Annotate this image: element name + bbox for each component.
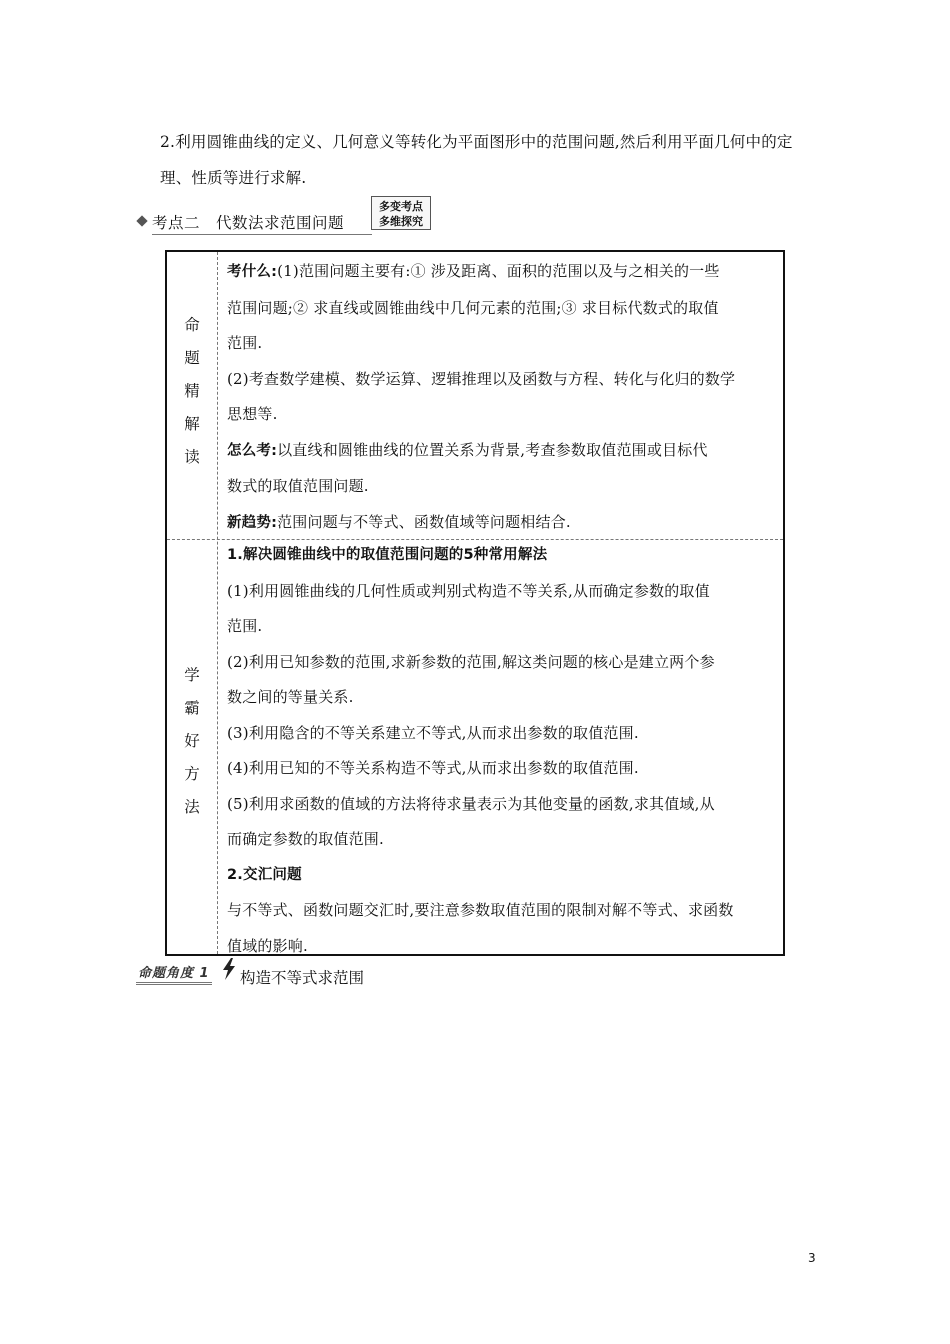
what-line: 思想等. (227, 405, 278, 423)
how-label: 怎么考: (227, 442, 278, 459)
row-label-methods (167, 659, 217, 824)
section-title: 考点二 代数法求范围问题 (152, 211, 372, 235)
section-heading (136, 196, 436, 232)
column-divider (217, 252, 218, 954)
what-line: (2)考查数学建模、数学运算、逻辑推理以及函数与方程、转化与化归的数学 (227, 369, 736, 388)
lightning-bolt-icon (222, 958, 236, 980)
methods-line: (1)利用圆锥曲线的几何性质或判别式构造不等关系,从而确定参数的取值 (227, 581, 710, 600)
how-text: 以直线和圆锥曲线的位置关系为背景,考查参数取值范围或目标代 (277, 440, 708, 459)
intro-paragraph (160, 124, 830, 196)
methods-line: 值域的影响. (227, 936, 308, 955)
intro-line: 2.利用圆锥曲线的定义、几何意义等转化为平面图形中的范围问题,然后利用平面几何中的定 (160, 133, 793, 151)
methods-line: (4)利用已知的不等关系构造不等式,从而求出参数的取值范围. (227, 759, 639, 777)
how-line: 数式的取值范围问题. (227, 477, 369, 495)
badge-line: 多维探究 (379, 215, 423, 228)
label-char: 精 (184, 382, 200, 400)
methods-line: 与不等式、函数问题交汇时,要注意参数取值范围的限制对解不等式、求函数 (227, 901, 734, 919)
methods-heading: 1.解决圆锥曲线中的取值范围问题的5种常用解法 (227, 547, 548, 563)
label-char: 学 (184, 666, 200, 684)
label-char: 题 (184, 349, 200, 367)
methods-line: 范围. (227, 617, 263, 635)
page-number: 3 (808, 1251, 816, 1265)
info-table (165, 250, 785, 956)
label-char: 法 (184, 798, 200, 816)
label-char: 好 (184, 732, 200, 750)
methods-line: (2)利用已知参数的范围,求新参数的范围,解这类问题的核心是建立两个参 (227, 652, 715, 671)
what-text: (1)范围问题主要有:① 涉及距离、面积的范围以及与之相关的一些 (277, 262, 720, 280)
angle-tag: 命题角度 1 (136, 962, 212, 985)
label-char: 读 (184, 448, 200, 466)
label-char: 解 (184, 415, 200, 433)
badge-line: 多变考点 (379, 200, 423, 213)
what-line: 范围. (227, 334, 263, 352)
methods-line: 数之间的等量关系. (227, 688, 354, 706)
methods-heading: 2.交汇问题 (227, 866, 302, 883)
angle-title: 构造不等式求范围 (240, 969, 365, 987)
diamond-bullet-icon (136, 215, 147, 226)
trend-label: 新趋势: (227, 514, 278, 531)
section-badge (371, 196, 431, 230)
intro-line: 理、性质等进行求解. (160, 169, 307, 187)
interpretation-cell (227, 254, 775, 541)
label-char: 方 (184, 765, 200, 783)
methods-line: 而确定参数的取值范围. (227, 830, 384, 848)
what-label: 考什么: (227, 264, 278, 280)
label-char: 命 (184, 316, 200, 334)
methods-line: (5)利用求函数的值域的方法将待求量表示为其他变量的函数,求其值域,从 (227, 794, 715, 813)
label-char: 霸 (184, 699, 200, 717)
methods-line: (3)利用隐含的不等关系建立不等式,从而求出参数的取值范围. (227, 723, 639, 742)
what-line: 范围问题;② 求直线或圆锥曲线中几何元素的范围;③ 求目标代数式的取值 (227, 298, 719, 317)
question-angle-heading (136, 960, 436, 986)
row-label-interpretation (167, 309, 217, 474)
trend-text: 范围问题与不等式、函数值域等问题相结合. (277, 512, 571, 531)
methods-cell (227, 538, 775, 964)
